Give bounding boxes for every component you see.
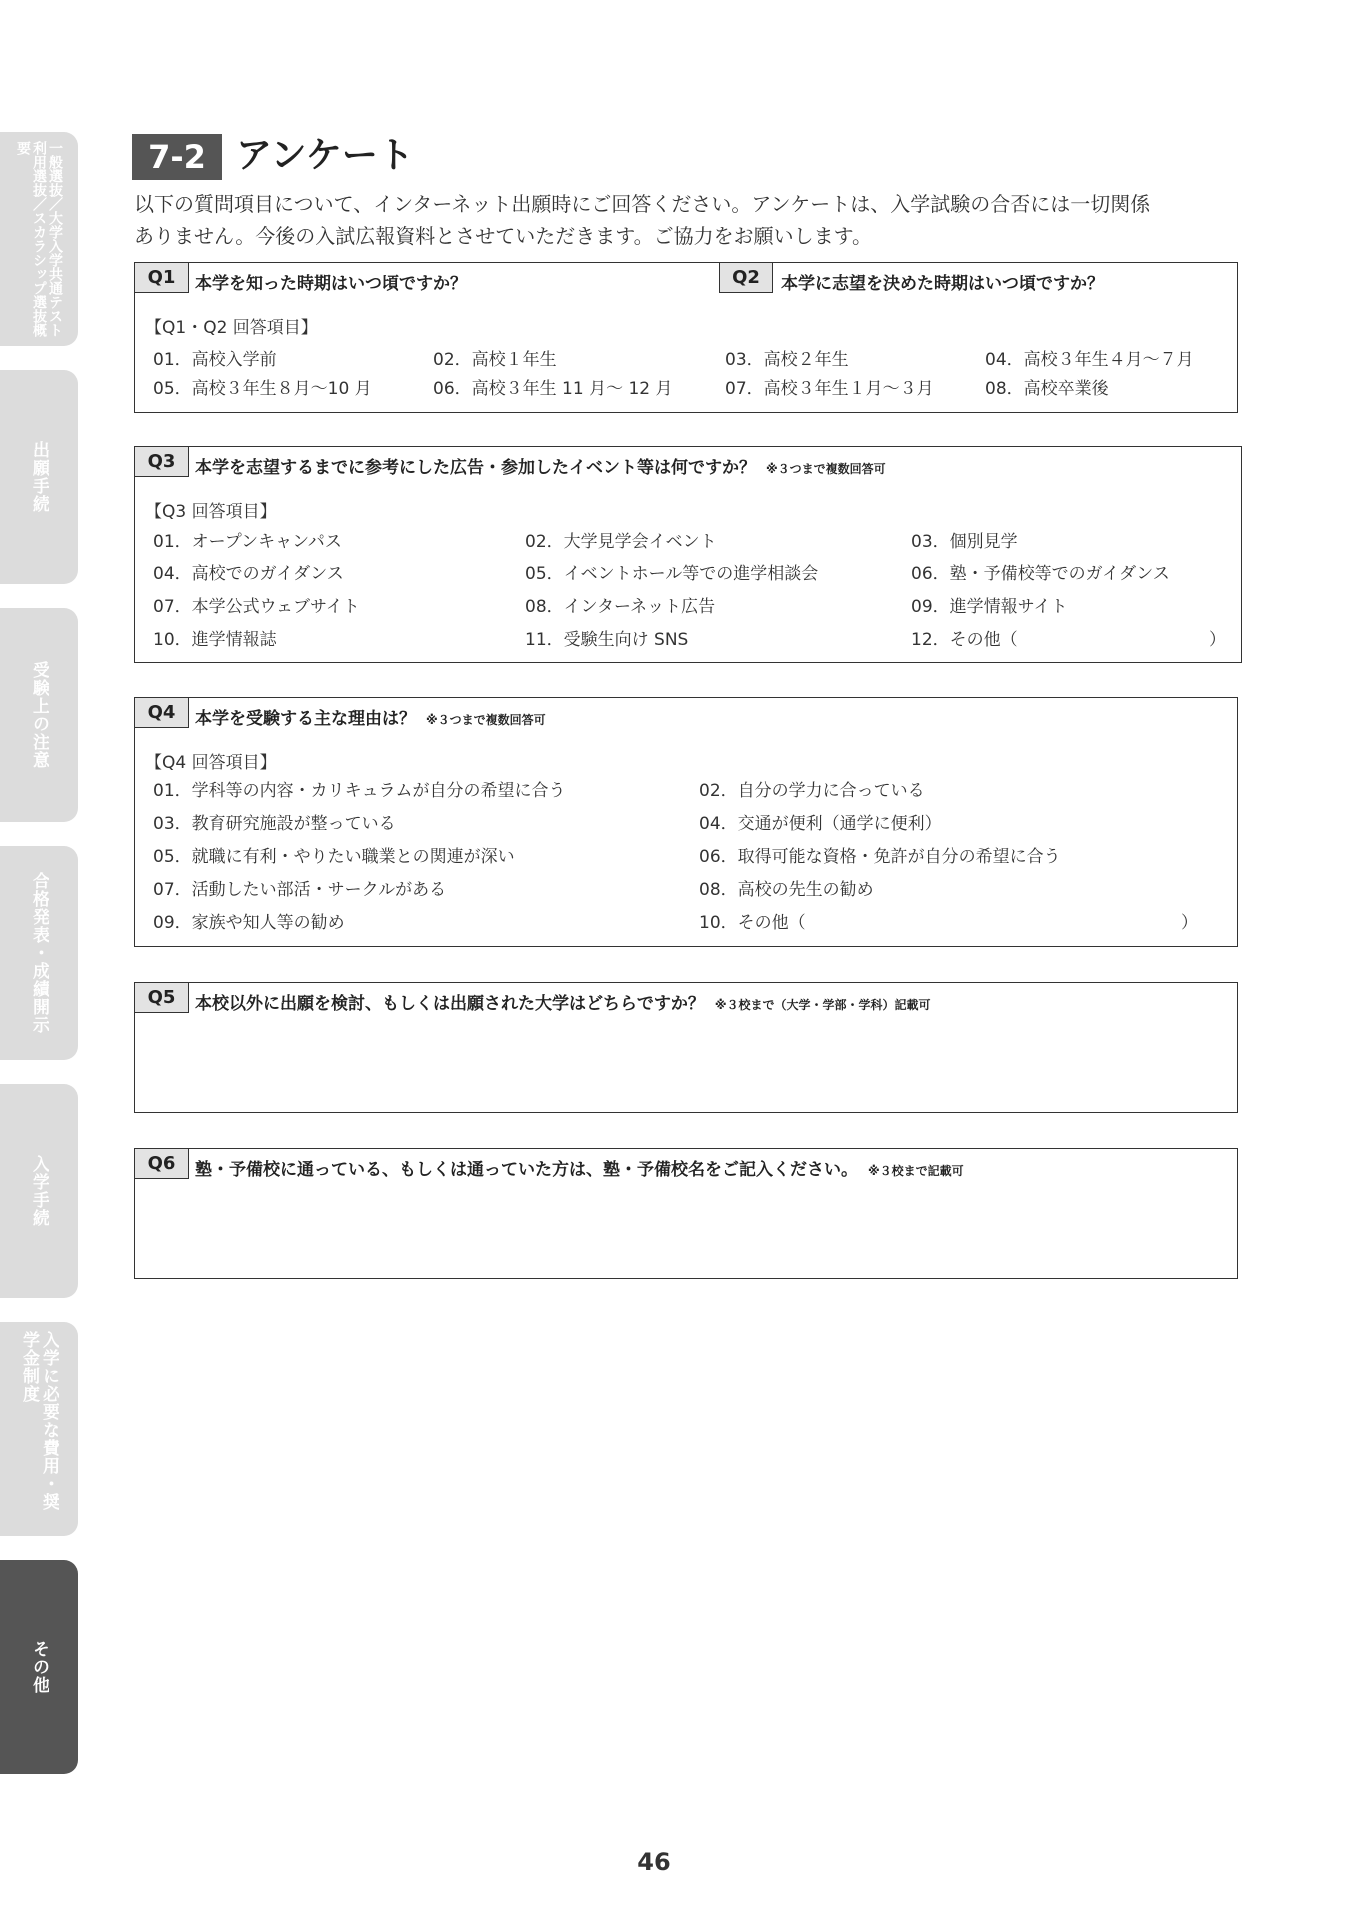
answer-option[interactable]: 04．高校３年生４月〜７月 xyxy=(985,350,1194,370)
close-paren: ） xyxy=(1181,913,1198,933)
q5-label: Q5 xyxy=(135,983,189,1013)
intro-line: 以下の質問項目について、インターネット出願時にご回答ください。アンケートは、入学試験の合否には一切関係 xyxy=(134,192,1151,216)
q4-question xyxy=(195,704,546,729)
answer-option[interactable]: 11．受験生向け SNS xyxy=(525,630,689,650)
answer-option[interactable]: 05．高校３年生８月〜10 月 xyxy=(153,379,372,399)
q4-label: Q4 xyxy=(135,698,189,728)
answer-option[interactable]: 05．就職に有利・やりたい職業との関連が深い xyxy=(153,847,515,867)
answer-option[interactable]: 07．本学公式ウェブサイト xyxy=(153,597,360,617)
section-number-badge: 7-2 xyxy=(132,134,222,180)
side-tab-label: 入学手続 xyxy=(29,1155,49,1227)
answer-option[interactable]: 08．高校の先生の勧め xyxy=(699,880,874,900)
answer-option[interactable]: 07．高校３年生１月〜３月 xyxy=(725,379,934,399)
q3-box xyxy=(134,446,1242,663)
q3-label: Q3 xyxy=(135,447,189,477)
answer-option[interactable]: 10．進学情報誌 xyxy=(153,630,277,650)
answer-heading: 【Q3 回答項目】 xyxy=(145,502,277,522)
q6-question-text: 塾・予備校に通っている、もしくは通っていた方は、塾・予備校名をご記入ください。 xyxy=(195,1160,858,1180)
side-tab-label: その他 xyxy=(29,1640,49,1694)
q4-box xyxy=(134,697,1238,947)
q6-label: Q6 xyxy=(135,1149,189,1179)
answer-option-other[interactable]: 12．その他（ xyxy=(911,630,1018,650)
q4-question-text: 本学を受験する主な理由は？ xyxy=(195,709,416,729)
answer-option[interactable]: 05．イベントホール等での進学相談会 xyxy=(525,564,819,584)
answer-option[interactable]: 09．家族や知人等の勧め xyxy=(153,913,345,933)
answer-option[interactable]: 02．高校１年生 xyxy=(433,350,557,370)
answer-option[interactable]: 04．高校でのガイダンス xyxy=(153,564,344,584)
q5-question-text: 本校以外に出願を検討、もしくは出願された大学はどちらですか？ xyxy=(195,994,705,1014)
answer-option-other[interactable]: 10．その他（ xyxy=(699,913,806,933)
side-tab-results[interactable] xyxy=(0,846,78,1060)
answer-option[interactable]: 06．取得可能な資格・免許が自分の希望に合う xyxy=(699,847,1061,867)
answer-option[interactable]: 09．進学情報サイト xyxy=(911,597,1068,617)
intro-line: ありません。今後の入試広報資料とさせていただきます。ご協力をお願いします。 xyxy=(134,224,872,248)
side-tab-enrollment[interactable] xyxy=(0,1084,78,1298)
answer-option[interactable]: 03．個別見学 xyxy=(911,532,1018,552)
side-tab-application[interactable] xyxy=(0,370,78,584)
side-tab-label: 入学に必要な費用・奨学金制度 xyxy=(19,1331,59,1511)
q6-question xyxy=(195,1155,964,1180)
side-tab-selection-overview[interactable] xyxy=(0,132,78,346)
q1-q2-box xyxy=(134,262,1238,413)
q4-note: ※３つまで複数回答可 xyxy=(426,713,546,727)
answer-option[interactable]: 08．高校卒業後 xyxy=(985,379,1109,399)
q5-note: ※３校まで（大学・学部・学科）記載可 xyxy=(714,998,931,1012)
intro-text xyxy=(134,188,1264,252)
side-tab-costs-scholarship[interactable] xyxy=(0,1322,78,1536)
q6-note: ※３校まで記載可 xyxy=(868,1164,964,1178)
side-tab-exam-notes[interactable] xyxy=(0,608,78,822)
answer-option[interactable]: 04．交通が便利（通学に便利） xyxy=(699,814,942,834)
answer-option[interactable]: 06．塾・予備校等でのガイダンス xyxy=(911,564,1170,584)
q3-question-text: 本学を志望するまでに参考にした広告・参加したイベント等は何ですか？ xyxy=(195,458,756,478)
answer-option[interactable]: 08．インターネット広告 xyxy=(525,597,716,617)
side-tab-label: 一般選抜／大学入学共通テスト利用選抜／スカラシップ選抜概要 xyxy=(15,141,63,337)
page-number: 46 xyxy=(637,1848,671,1876)
side-tab-other[interactable] xyxy=(0,1560,78,1774)
answer-option[interactable]: 01．オープンキャンパス xyxy=(153,532,342,552)
answer-heading: 【Q1・Q2 回答項目】 xyxy=(145,318,318,338)
q2-label: Q2 xyxy=(719,263,773,293)
side-tab-label: 出願手続 xyxy=(29,441,49,513)
section-title: アンケート xyxy=(236,135,414,176)
q3-question xyxy=(195,453,886,478)
answer-option[interactable]: 02．大学見学会イベント xyxy=(525,532,717,552)
answer-option[interactable]: 03．教育研究施設が整っている xyxy=(153,814,396,834)
answer-option[interactable]: 06．高校３年生 11 月〜 12 月 xyxy=(433,379,673,399)
q3-note: ※３つまで複数回答可 xyxy=(766,462,886,476)
answer-option[interactable]: 01．高校入学前 xyxy=(153,350,277,370)
q6-box[interactable] xyxy=(134,1148,1238,1279)
answer-heading: 【Q4 回答項目】 xyxy=(145,753,277,773)
answer-option[interactable]: 03．高校２年生 xyxy=(725,350,849,370)
q5-box[interactable] xyxy=(134,982,1238,1113)
side-tab-label: 受験上の注意 xyxy=(29,661,49,769)
answer-option[interactable]: 01．学科等の内容・カリキュラムが自分の希望に合う xyxy=(153,781,566,801)
q5-question xyxy=(195,989,931,1014)
q1-question: 本学を知った時期はいつ頃ですか？ xyxy=(195,274,467,294)
close-paren: ） xyxy=(1209,630,1226,650)
answer-option[interactable]: 02．自分の学力に合っている xyxy=(699,781,925,801)
q2-question: 本学に志望を決めた時期はいつ頃ですか？ xyxy=(781,274,1104,294)
side-tab-label: 合格発表・成績開示 xyxy=(29,872,49,1034)
q1-label: Q1 xyxy=(135,263,189,293)
answer-option[interactable]: 07．活動したい部活・サークルがある xyxy=(153,880,447,900)
